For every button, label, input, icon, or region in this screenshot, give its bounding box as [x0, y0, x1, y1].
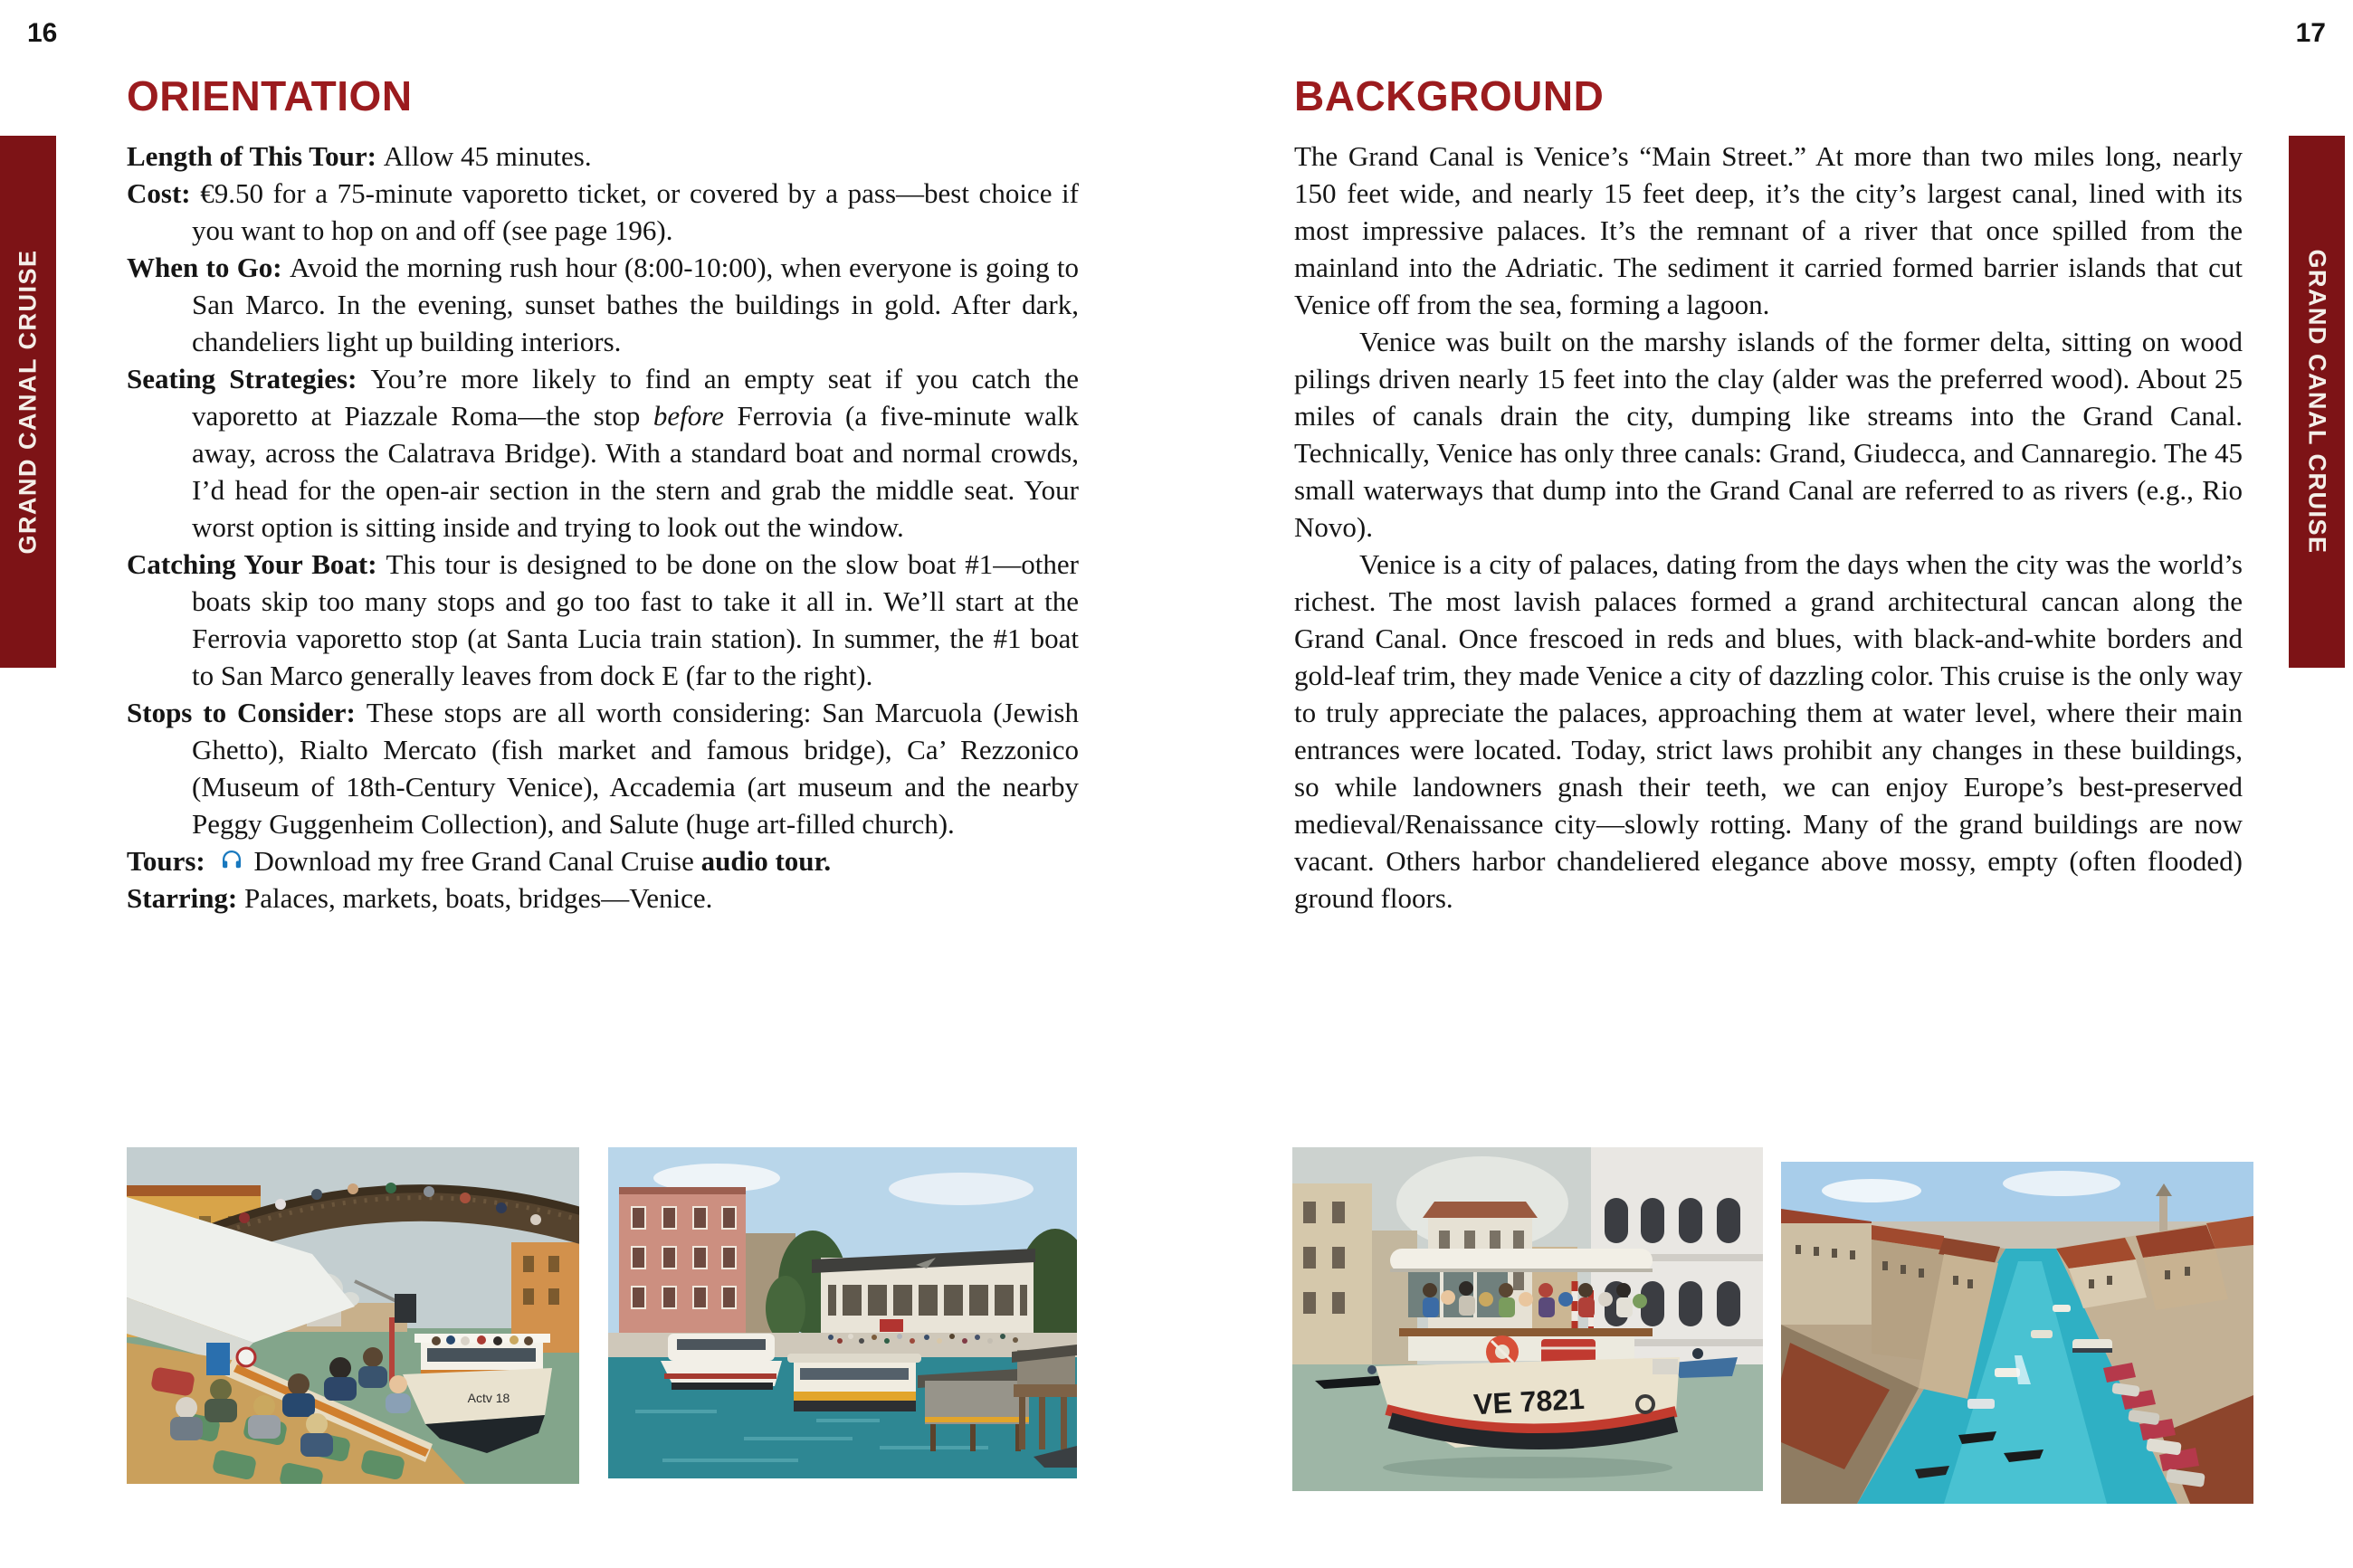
orientation-entry	[127, 842, 1079, 879]
orientation-entry	[127, 694, 1079, 842]
entry-text: These stops are all worth considering: San Marcuola (Jewish Ghetto), Rialto Mercato (fish market and famous bridge), Ca’ Rezzonico (Museum of 18th-Century Venice), Accademia (art museum and the nearby Peggy Guggenheim Collection), and Salute (huge art-filled church).	[192, 697, 1079, 840]
entry-text: Palaces, markets, boats, bridges—Venice.	[244, 882, 713, 914]
entry-label: Stops to Consider:	[127, 697, 367, 728]
cloud	[889, 1173, 1034, 1205]
entry-text: This tour is designed to be done on the slow boat #1—other boats skip too many stops and go too fast to take it all in. We’ll start at the Ferrovia vaporetto stop (at Santa Lucia train station). In summer, the #1 boat to San Marco generally leaves from dock E (far to the right).	[192, 548, 1079, 691]
entry-label: Length of This Tour:	[127, 140, 384, 172]
boat-hull-text: VE 7821	[1472, 1382, 1586, 1421]
entry-text: Allow 45 minutes.	[383, 140, 592, 172]
entry-text: audio tour.	[700, 845, 832, 877]
cloud	[2003, 1171, 2120, 1196]
background-paragraph: Venice is a city of palaces, dating from the days when the city was the world’s richest. The most lavish palaces formed a grand architectural cancan along the Grand Canal. Once frescoed in reds and blues, with black-and-white borders and gold-leaf trim, they made Venice a city of dazzling color. This cruise is the only way to truly appreciate the palaces, approaching them at water level, where their main entrances were located. Today, strict laws prohibit any changes in these buildings, so while landowners gnash their teeth, we can enjoy Europe’s best-preserved medieval/Renaissance city—slowly rotting. Many of the grand buildings are now vacant. Others harbor chandeliered elegance above mossy, empty (often flooded) ground floors.	[1294, 548, 2243, 914]
chapter-tab-left	[0, 136, 56, 668]
vaporetto-with-yellow-stripe	[787, 1354, 921, 1411]
section-heading-orientation: ORIENTATION	[127, 71, 413, 119]
train-station	[812, 1249, 1035, 1337]
background-paragraph: The Grand Canal is Venice’s “Main Street.” At more than two miles long, nearly 150 feet wide, and nearly 15 feet deep, it’s the city’s largest canal, lined with its most impressive palaces. It’s the remnant of a river that once spilled from the mainland into the Adriatic. The sediment it carried formed barrier islands that cut Venice off from the sea, forming a lagoon.	[1294, 140, 2243, 320]
photo-grand-canal-aerial-view	[1781, 1162, 2253, 1504]
dock-pontoon	[918, 1368, 1034, 1451]
entry-text: Ferrovia (a five-minute walk away, across the Calatrava Bridge). With a standard boat and normal crowds, I’d head for the open-air section in the stern and grab the middle seat. Your worst option is sitting inside and trying to look out the window.	[192, 400, 1079, 543]
cloud	[1822, 1179, 1921, 1202]
orientation-entry	[127, 360, 1079, 546]
entry-text: before	[653, 400, 724, 432]
entry-label: Starring:	[127, 882, 245, 914]
entry-text: You’re more likely to find an empty seat if you catch the vaporetto at Piazzale Roma—the stop	[192, 363, 1080, 432]
section-heading-background: BACKGROUND	[1294, 71, 1605, 119]
photo-vaporetto-ve-7821	[1292, 1147, 1763, 1491]
entry-label: Seating Strategies:	[127, 363, 371, 394]
boat-hull-text: Actv 18	[467, 1391, 510, 1405]
entry-text: Avoid the morning rush hour (8:00-10:00), when everyone is going to San Marco. In the evening, sunset bathes the buildings in gold. After dark, chandeliers light up building interiors.	[192, 252, 1079, 357]
reflection	[1383, 1457, 1672, 1478]
headphones-icon	[217, 847, 246, 874]
orientation-entry	[127, 249, 1079, 360]
orientation-entry	[127, 546, 1079, 694]
entry-label: Cost:	[127, 177, 201, 209]
moored-boat	[661, 1334, 782, 1390]
entry-label: Tours:	[127, 845, 213, 877]
orientation-entry	[127, 175, 1079, 249]
orientation-entry	[127, 138, 1079, 175]
entry-label: Catching Your Boat:	[127, 548, 386, 580]
background-paragraph: Venice was built on the marshy islands of the former delta, sitting on wood pilings driven nearly 15 feet into the clay (alder was the preferred wood). About 25 miles of canals drain the city, dumping like streams into the Grand Canal. Technically, Venice has only three canals: Grand, Giudecca, and Cannaregio. The 45 small waterways that dump into the Grand Canal are referred to as rivers (e.g., Rio Novo).	[1294, 326, 2243, 543]
chapter-tab-right	[2289, 136, 2345, 668]
orientation-list	[127, 138, 1079, 917]
page-number-right: 17	[2295, 18, 2326, 48]
entry-label: When to Go:	[127, 252, 290, 283]
chapter-tab-label: GRAND CANAL CRUISE	[14, 249, 42, 555]
chapter-tab-label: GRAND CANAL CRUISE	[2303, 249, 2331, 555]
photo-ferrovia-vaporetto-stop	[608, 1147, 1077, 1478]
background-text	[1294, 138, 2243, 917]
orientation-entry	[127, 879, 1079, 917]
entry-text: €9.50 for a 75-minute vaporetto ticket, or covered by a pass—best choice if you want to hop on and off (see page 196).	[192, 177, 1079, 246]
campanile	[2159, 1196, 2167, 1234]
entry-text: Download my free Grand Canal Cruise	[253, 845, 701, 877]
page-number-left: 16	[27, 18, 58, 48]
photo-vaporetto-under-accademia-bridge	[127, 1147, 579, 1484]
